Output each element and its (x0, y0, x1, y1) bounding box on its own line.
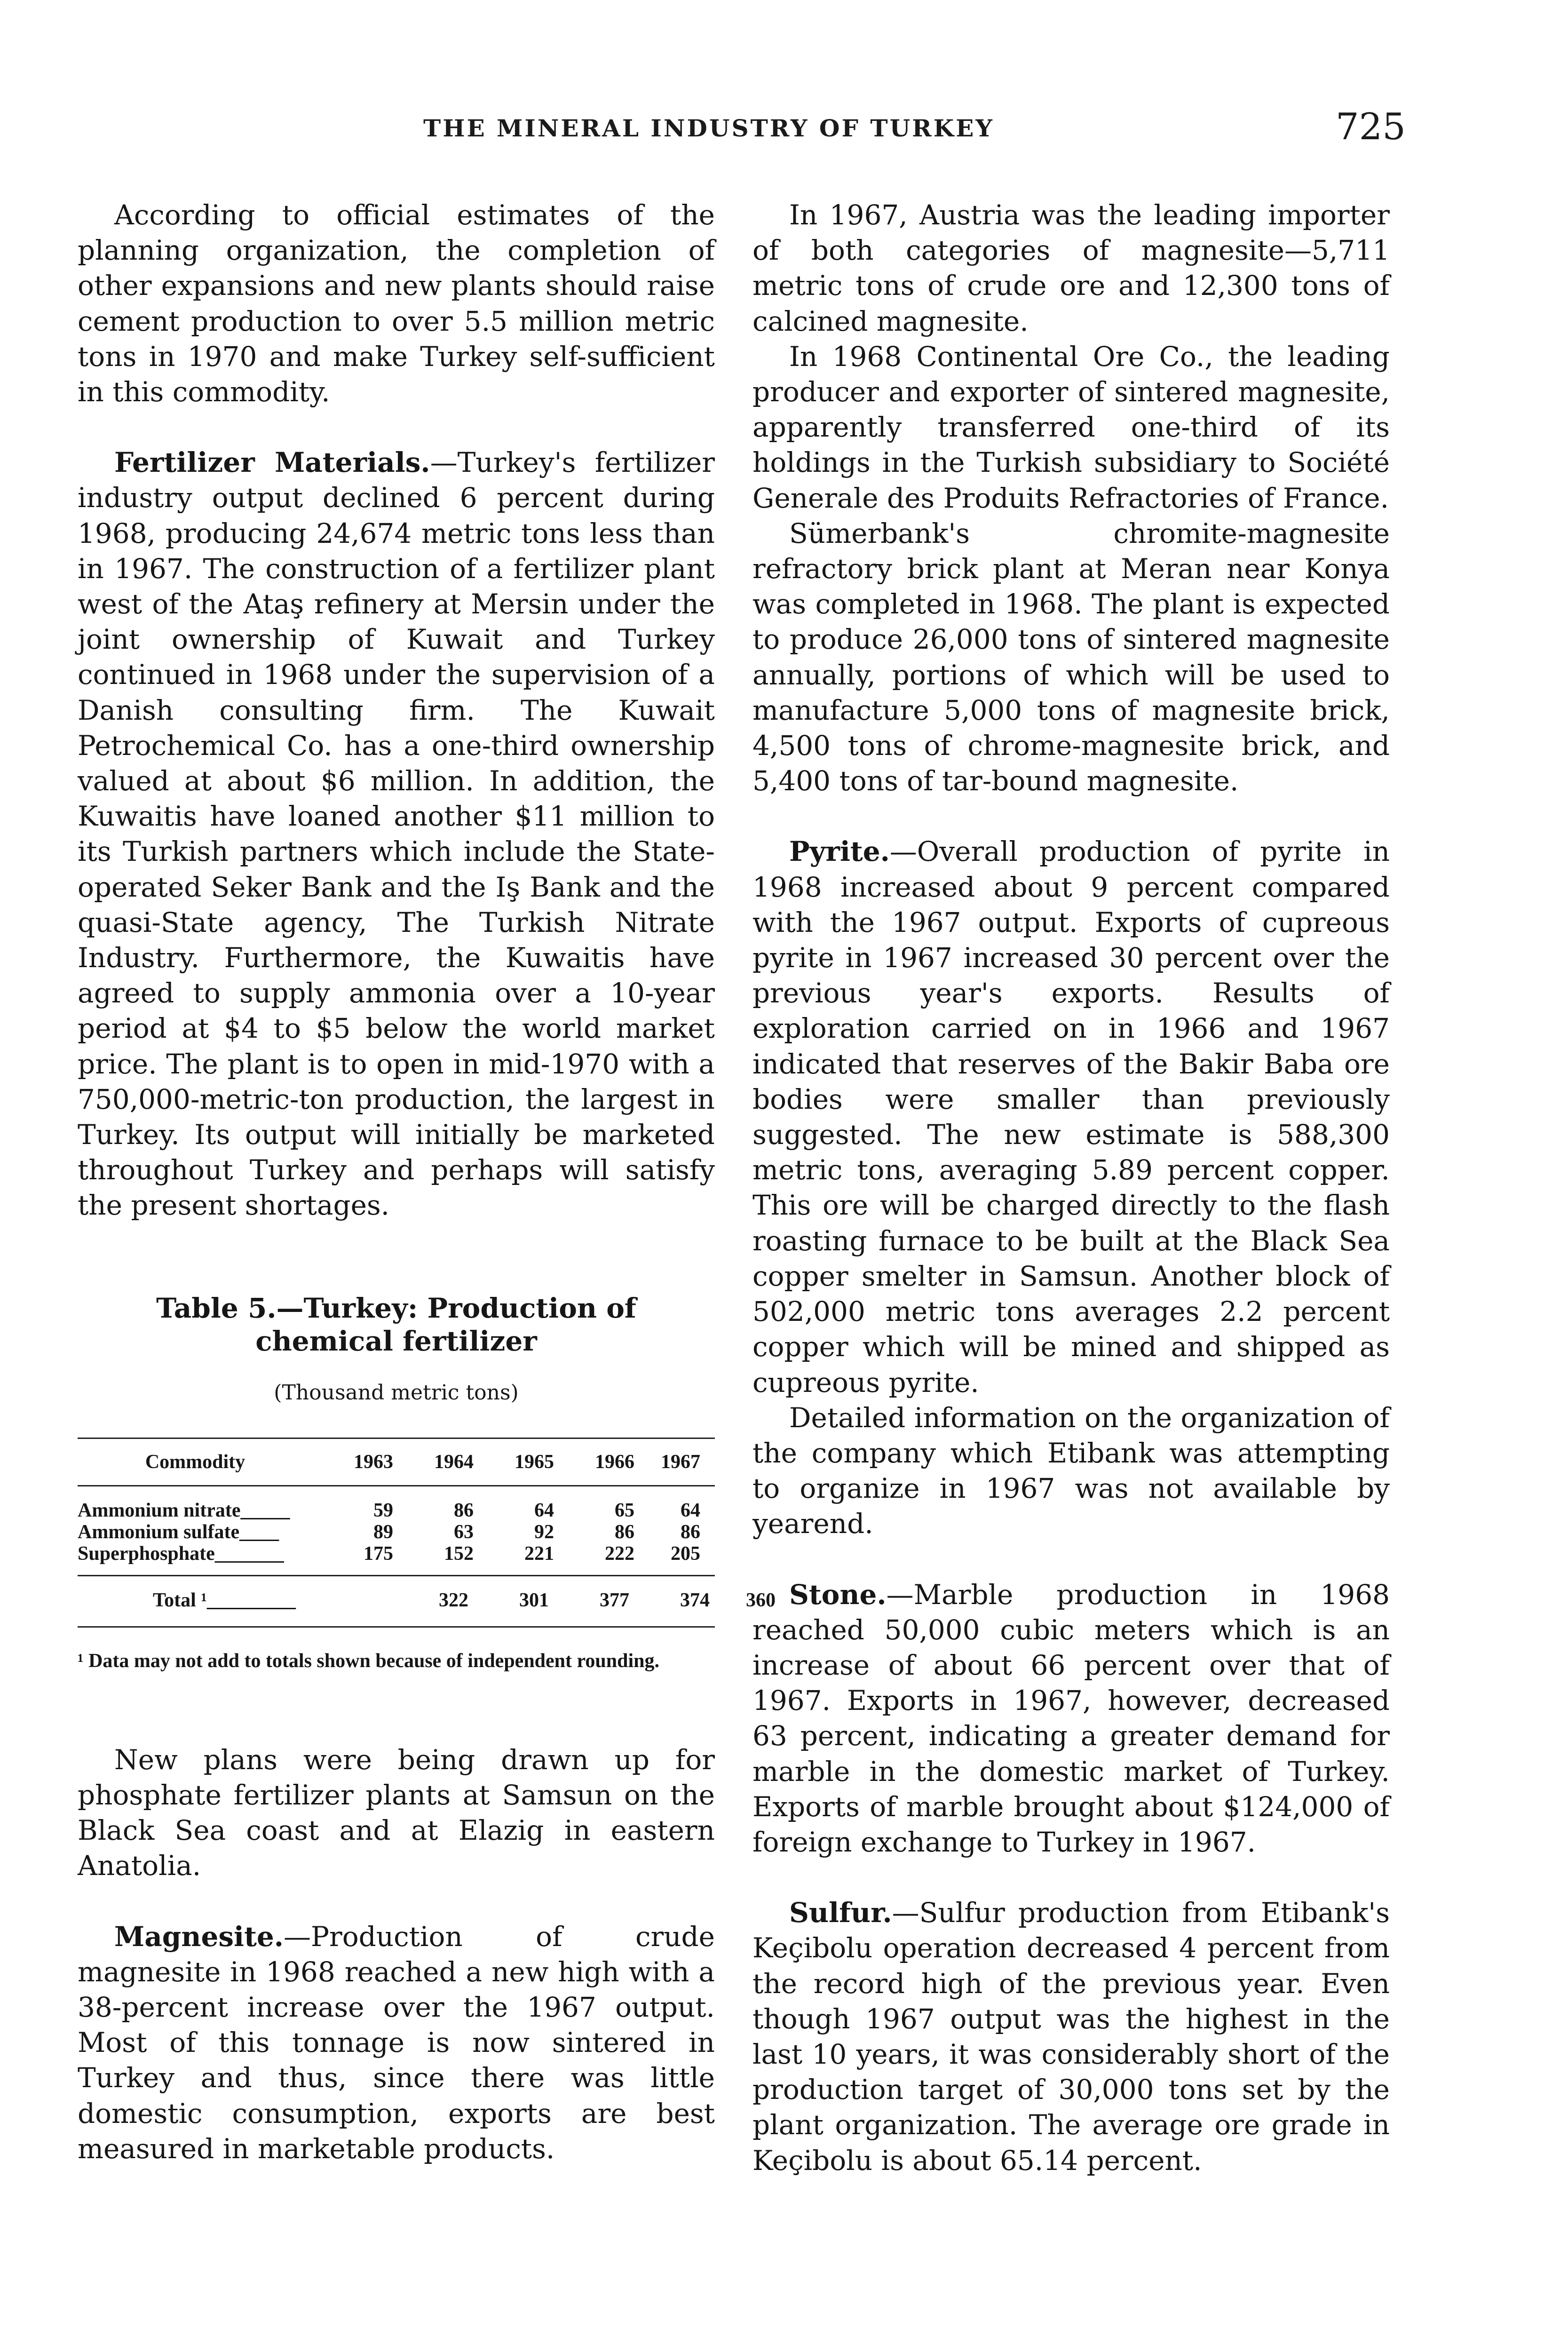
sumerbank-paragraph: Sümerbank's chromite-magnesite refractory brick plant at Meran near Konya was completed in 1968. The plant is expected to produce 26,000 tons of sintered magnesite annually, portions of which will be used to manufacture 5,000 tons of magnesite brick, 4,500 tons of chrome-magnesite brick, and 5,400 tons of tar-bound magnesite. (752, 517, 1390, 797)
total-value: 374 (680, 1589, 710, 1611)
magnesite-text: —Production of crude magnesite in 1968 reached a new high with a 38-percent increase over the 1967 output. Most of this tonnage is now sintered in Turkey and thus, since there was little domestic consumption, exports are best measured in marketable products. (78, 1920, 715, 2165)
row-value: 89 (373, 1521, 393, 1543)
table-row (78, 1543, 715, 1565)
table-bottom-rule (78, 1626, 715, 1628)
row-value: 92 (534, 1521, 554, 1543)
table-row (78, 1521, 715, 1543)
header-year: 1963 (354, 1451, 393, 1473)
stone-heading: Stone. (789, 1578, 887, 1611)
continental-ore-paragraph: In 1968 Continental Ore Co., the leading producer and exporter of sintered magnesite, apparently transferred one-third of its holdings in the Turkish subsidiary to Société Generale des Produits Refractories of France. (752, 340, 1390, 514)
cement-paragraph: According to official estimates of the planning organization, the completion of other expansions and new plants should raise cement production to over 5.5 million metric tons in 1970 and make Turkey self-sufficient in this commodity. (78, 199, 715, 408)
header-year: 1967 (661, 1451, 700, 1473)
sulfur-heading: Sulfur. (789, 1897, 892, 1929)
table-title-line-2: chemical fertilizer (255, 1325, 537, 1357)
austria-paragraph: In 1967, Austria was the leading importer of both categories of magnesite—5,711 metric tons of crude ore and 12,300 tons of calcined magnesite. (752, 199, 1390, 337)
row-value: 65 (615, 1499, 634, 1521)
page-number: 725 (1336, 106, 1406, 148)
total-value: 322 (439, 1589, 468, 1611)
sulfur-text: —Sulfur production from Etibank's Keçibolu operation decreased 4 percent from the record high of the previous year. Even though 1967 output was the highest in the last 10 years, it was considerably short of the production target of 30,000 tons set by the plant organization. The average ore grade in Keçibolu is about 65.14 percent. (752, 1897, 1390, 2177)
header-year: 1966 (595, 1451, 634, 1473)
running-header (0, 106, 1568, 162)
total-value: 301 (519, 1589, 549, 1611)
table-title-line-1: Table 5.—Turkey: Production of (156, 1292, 636, 1324)
row-value: 222 (605, 1542, 634, 1565)
fertilizer-heading: Fertilizer Materials. (114, 446, 430, 479)
header-commodity: Commodity (145, 1451, 245, 1473)
header-year: 1965 (515, 1451, 554, 1473)
pyrite-heading: Pyrite. (789, 835, 890, 868)
left-column (78, 198, 776, 2167)
pyrite-text: —Overall production of pyrite in 1968 increased about 9 percent compared with the 1967 output. Exports of cupreous pyrite in 1967 increased 30 percent over the previous year's exports. Results of exploration carried on in 1966 and 1967 indicated that reserves of the Bakir Baba ore bodies were smaller than previously suggested. The new estimate is 588,300 metric tons, averaging 5.89 percent copper. This ore will be charged directly to the flash roasting furnace to be built at the Black Sea copper smelter in Samsun. Another block of 502,000 metric tons averages 2.2 percent copper which will be mined and shipped as cupreous pyrite. (752, 835, 1390, 1398)
sulfur-paragraph (752, 1895, 1390, 2178)
row-value: 205 (671, 1542, 700, 1565)
row-value: 152 (444, 1542, 474, 1565)
total-label: Total ¹_________ (153, 1589, 296, 1611)
total-value: 377 (600, 1589, 629, 1611)
row-value: 86 (681, 1521, 700, 1543)
row-value: 221 (524, 1542, 554, 1565)
magnesite-paragraph (78, 1919, 715, 2167)
right-column (752, 198, 1390, 2178)
etibank-paragraph: Detailed information on the organization of the company which Etibank was attempting to organize in 1967 was not available by yearend. (752, 1401, 1390, 1540)
row-value: 59 (373, 1499, 393, 1521)
row-value: 175 (364, 1542, 393, 1565)
row-value: 63 (454, 1521, 474, 1543)
fertilizer-text: —Turkey's fertilizer industry output declined 6 percent during 1968, producing 24,674 metric tons less than in 1967. The construction of a fertilizer plant west of the Ataş refinery at Mersin under the joint ownership of Kuwait and Turkey continued in 1968 under the supervision of a Danish consulting firm. The Kuwait Petrochemical Co. has a one-third ownership valued at about $6 million. In addition, the Kuwaitis have loaned another $11 million to its Turkish partners which include the State-operated Seker Bank and the Iş Bank and the quasi-State agency, The Turkish Nitrate Industry. Furthermore, the Kuwaitis have agreed to supply ammonia over a 10-year period at $4 to $5 below the world market price. The plant is to open in mid-1970 with a 750,000-metric-ton production, the largest in Turkey. Its output will initially be marketed throughout Turkey and perhaps will satisfy the present shortages. (78, 446, 715, 1222)
row-commodity: Ammonium nitrate_____ (78, 1499, 290, 1521)
magnesite-heading: Magnesite. (114, 1920, 284, 1953)
stone-text: —Marble production in 1968 reached 50,000 cubic meters which is an increase of about 66 percent over that of 1967. Exports in 1967, however, decreased 63 percent, indicating a greater demand for marble in the domestic market of Turkey. Exports of marble brought about $124,000 of foreign exchange to Turkey in 1967. (752, 1578, 1390, 1858)
table-title (78, 1292, 715, 1358)
row-value: 86 (454, 1499, 474, 1521)
row-value: 86 (615, 1521, 634, 1543)
table-total-row (78, 1576, 776, 1626)
fertilizer-paragraph (78, 445, 715, 1223)
header-year: 1964 (434, 1451, 474, 1473)
row-value: 64 (534, 1499, 554, 1521)
stone-paragraph (752, 1577, 1390, 1860)
table-header-row (78, 1439, 715, 1485)
fertilizer-table (78, 1292, 776, 1672)
table-footnote: ¹ Data may not add to totals shown because of independent rounding. (78, 1650, 660, 1672)
row-value: 64 (681, 1499, 700, 1521)
total-value: 360 (746, 1589, 776, 1611)
table-body (78, 1486, 715, 1575)
row-commodity: Superphosphate_______ (78, 1542, 284, 1565)
pyrite-paragraph (752, 834, 1390, 1400)
row-commodity: Ammonium sulfate____ (78, 1521, 279, 1543)
table-row (78, 1500, 715, 1521)
table-unit: (Thousand metric tons) (274, 1380, 519, 1405)
running-title: THE MINERAL INDUSTRY OF TURKEY (423, 114, 994, 142)
phosphate-paragraph: New plans were being drawn up for phosphate fertilizer plants at Samsun on the Black Sea coast and at Elazig in eastern Anatolia. (78, 1743, 715, 1882)
